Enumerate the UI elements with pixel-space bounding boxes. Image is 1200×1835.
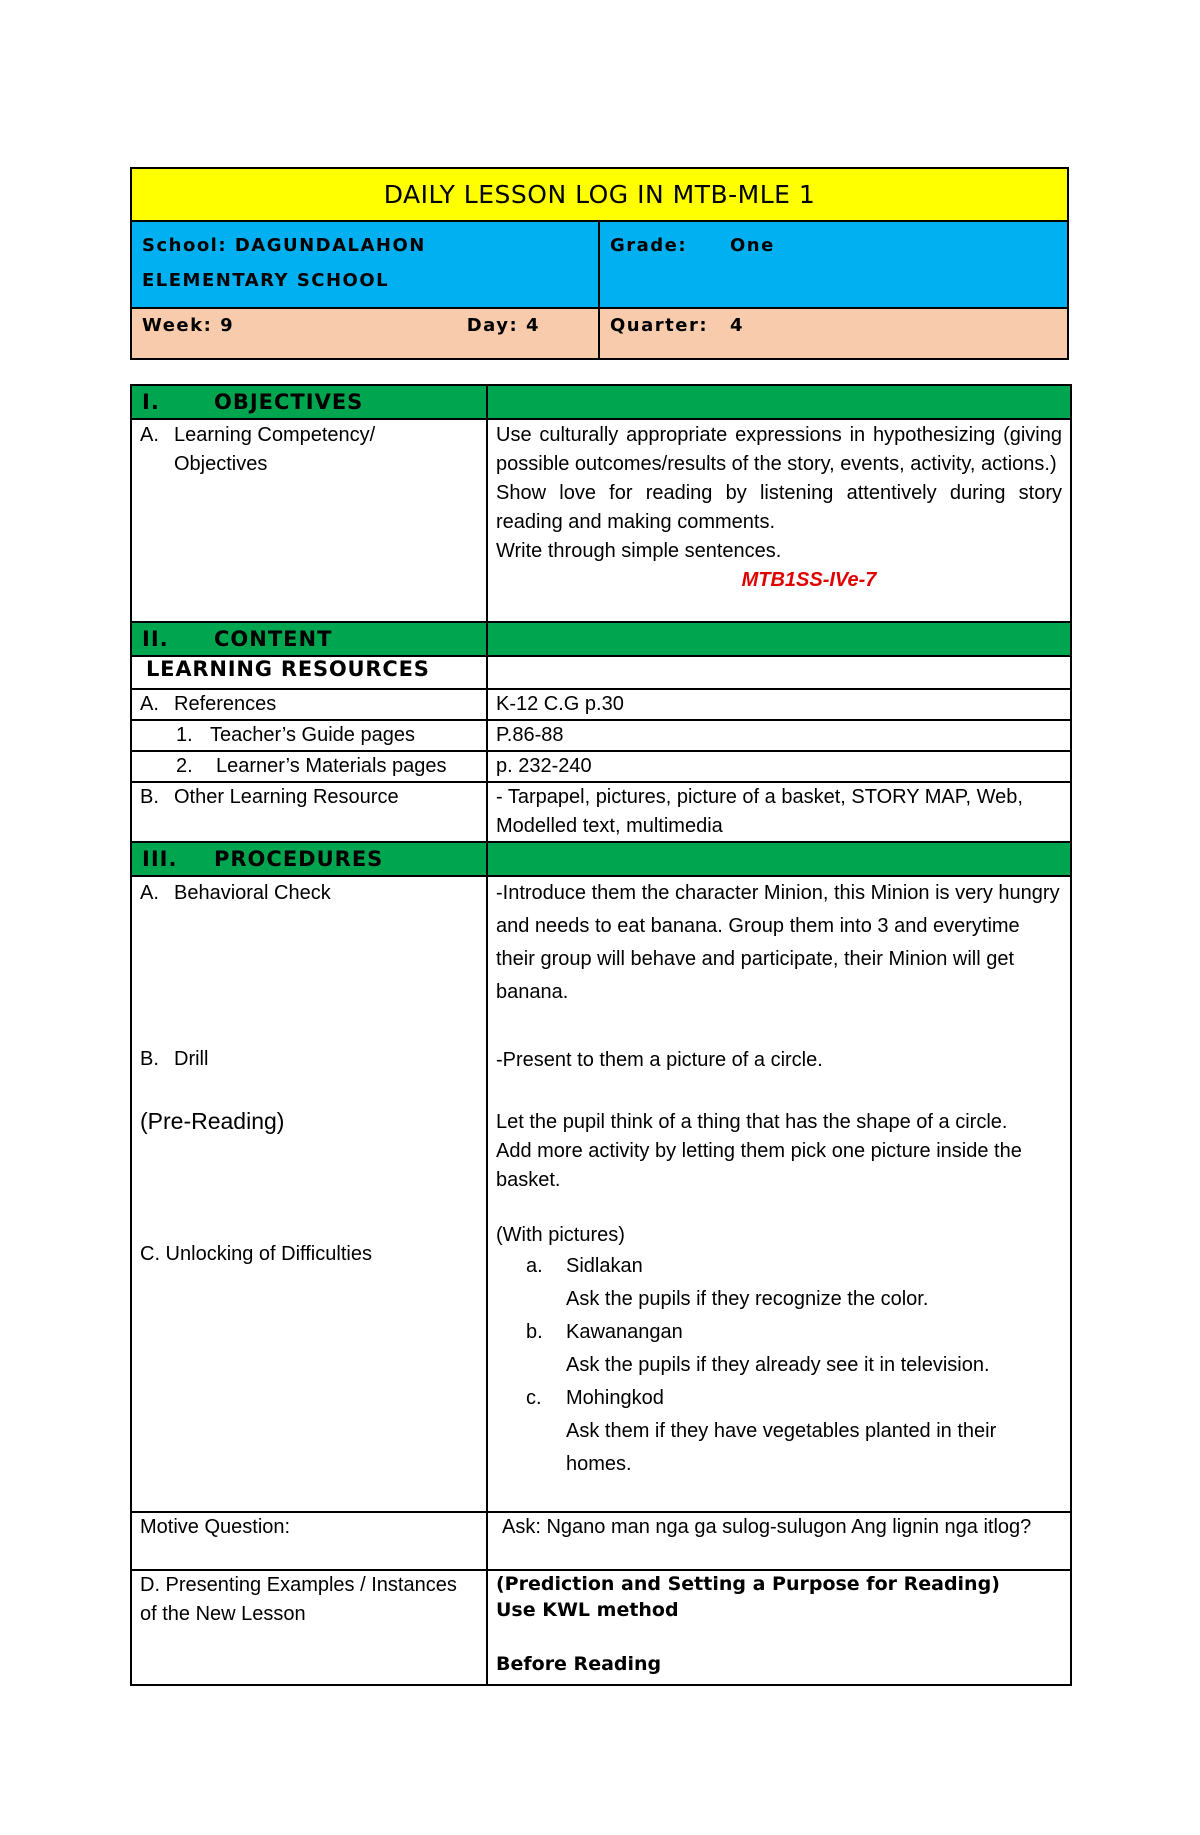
vocab-item bbox=[496, 1316, 1062, 1349]
objective-text-2: Show love for reading by listening attentively during story reading and making comments. bbox=[496, 482, 1062, 533]
presenting-text-2: Use KWL method bbox=[496, 1599, 679, 1621]
pre-reading-text-2: Add more activity by letting them pick one picture inside the basket. bbox=[496, 1140, 1022, 1191]
objectives-row bbox=[131, 419, 1071, 622]
lm-value: p. 232-240 bbox=[487, 751, 1071, 782]
references-label: References bbox=[174, 693, 277, 715]
tg-value: P.86-88 bbox=[487, 720, 1071, 751]
school-grade-row bbox=[132, 222, 1067, 309]
objective-letter: A. bbox=[140, 424, 159, 446]
vocab-item bbox=[496, 1382, 1062, 1415]
other-label: Other Learning Resource bbox=[174, 786, 399, 808]
page-title: DAILY LESSON LOG IN MTB-MLE 1 bbox=[132, 169, 1067, 222]
school-label: School: DAGUNDALAHON bbox=[142, 235, 426, 256]
objective-text-1: Use culturally appropriate expressions in hypothesizing (giving possible outcomes/results of the story, events, activity, actions.) bbox=[496, 424, 1062, 475]
drill-letter: B. bbox=[140, 1048, 159, 1070]
other-value: - Tarpapel, pictures, picture of a basket, STORY MAP, Web, Modelled text, multimedia bbox=[487, 782, 1071, 842]
behavior-label: Behavioral Check bbox=[174, 882, 331, 904]
grade-value: One bbox=[730, 235, 775, 256]
references-value: K-12 C.G p.30 bbox=[487, 689, 1071, 720]
vocab-instruction: Ask them if they have vegetables planted in their homes. bbox=[566, 1420, 997, 1475]
other-resources-row bbox=[131, 782, 1071, 842]
section-number: II. bbox=[142, 627, 169, 651]
grade-cell bbox=[600, 222, 1067, 307]
lesson-table bbox=[130, 384, 1072, 1686]
content-heading: CONTENT bbox=[214, 627, 333, 651]
tg-label: Teacher’s Guide pages bbox=[210, 724, 415, 746]
vocab-word: Sidlakan bbox=[566, 1255, 643, 1277]
vocab-letter: b. bbox=[526, 1321, 543, 1343]
grade-label: Grade: bbox=[610, 235, 688, 256]
behavior-letter: A. bbox=[140, 882, 159, 904]
motive-label: Motive Question: bbox=[131, 1512, 487, 1570]
presenting-text-1: (Prediction and Setting a Purpose for Reading) bbox=[496, 1573, 1000, 1595]
school-cell bbox=[132, 222, 600, 307]
vocab-letter: a. bbox=[526, 1255, 543, 1277]
lm-label: Learner’s Materials pages bbox=[216, 755, 447, 777]
presenting-text-3: Before Reading bbox=[496, 1653, 662, 1675]
section-number: I. bbox=[142, 390, 160, 414]
quarter-label: Quarter: bbox=[610, 315, 709, 336]
teachers-guide-row bbox=[131, 720, 1071, 751]
day-label: Day: 4 bbox=[466, 315, 540, 336]
with-pictures: (With pictures) bbox=[496, 1224, 625, 1246]
pre-reading-label: (Pre-Reading) bbox=[140, 1108, 285, 1134]
quarter-cell bbox=[600, 309, 1067, 358]
procedures-heading: PROCEDURES bbox=[214, 847, 384, 871]
vocab-word: Mohingkod bbox=[566, 1387, 664, 1409]
vocab-letter: c. bbox=[526, 1387, 542, 1409]
unlocking-label: C. Unlocking of Difficulties bbox=[140, 1243, 372, 1265]
vocabulary-list bbox=[496, 1250, 1062, 1481]
vocab-instruction: Ask the pupils if they already see it in television. bbox=[566, 1354, 990, 1376]
section-number: III. bbox=[142, 847, 178, 871]
presenting-label: D. Presenting Examples / Instances of the New Lesson bbox=[131, 1570, 487, 1685]
resources-heading: LEARNING RESOURCES bbox=[131, 656, 487, 689]
week-label: Week: 9 bbox=[142, 315, 235, 336]
school-label-2: ELEMENTARY SCHOOL bbox=[142, 270, 390, 291]
motive-value: Ask: Ngano man nga ga sulog-sulugon Ang lignin nga itlog? bbox=[487, 1512, 1071, 1570]
content-heading-row bbox=[131, 622, 1071, 656]
competency-code: MTB1SS-IVe-7 bbox=[741, 569, 877, 591]
references-letter: A. bbox=[140, 693, 159, 715]
vocab-word: Kawanangan bbox=[566, 1321, 683, 1343]
vocab-instruction: Ask the pupils if they recognize the color. bbox=[566, 1288, 929, 1310]
objective-label: Learning Competency/ bbox=[174, 424, 376, 446]
week-day-quarter-row bbox=[132, 309, 1067, 358]
objectives-heading-row bbox=[131, 385, 1071, 419]
drill-text: -Present to them a picture of a circle. bbox=[496, 1049, 823, 1071]
references-row bbox=[131, 689, 1071, 720]
vocab-item bbox=[496, 1250, 1062, 1283]
objectives-heading: OBJECTIVES bbox=[214, 390, 364, 414]
motive-row bbox=[131, 1512, 1071, 1570]
tg-number: 1. bbox=[176, 724, 193, 746]
presenting-row bbox=[131, 1570, 1071, 1685]
behavior-text: -Introduce them the character Minion, this Minion is very hungry and needs to eat banana. Group them into 3 and everytime their group will behave and participate, their Minion will get banana. bbox=[496, 882, 1060, 1003]
lesson-header bbox=[130, 167, 1069, 360]
resources-heading-row bbox=[131, 656, 1071, 689]
objective-text-3: Write through simple sentences. bbox=[496, 540, 782, 562]
pre-reading-text-1: Let the pupil think of a thing that has the shape of a circle. bbox=[496, 1111, 1008, 1133]
drill-label: Drill bbox=[174, 1048, 209, 1070]
week-day-cell bbox=[132, 309, 600, 358]
other-letter: B. bbox=[140, 786, 159, 808]
lm-number: 2. bbox=[176, 755, 193, 777]
procedures-row bbox=[131, 876, 1071, 1512]
quarter-value: 4 bbox=[730, 315, 745, 336]
objective-label-2: Objectives bbox=[174, 453, 268, 475]
procedures-heading-row bbox=[131, 842, 1071, 876]
learners-materials-row bbox=[131, 751, 1071, 782]
